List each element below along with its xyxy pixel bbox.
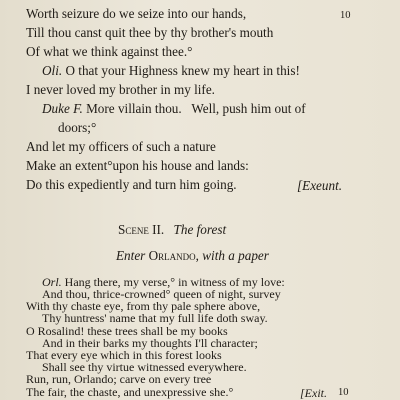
verse-line: That every eye which in this forest looks xyxy=(26,348,222,362)
verse-line: Do this expediently and turn him going. xyxy=(26,177,237,192)
verse-line: I never loved my brother in my life. xyxy=(26,82,215,97)
stage-direction: [Exit. xyxy=(300,385,327,400)
verse-line: With thy chaste eye, from thy pale sphere above, xyxy=(26,299,261,314)
scene-heading xyxy=(118,222,226,238)
enter-word: Enter xyxy=(116,248,146,263)
verse-line: O Rosalind! these trees shall be my books xyxy=(26,323,228,338)
verse-line: Of what we think against thee.° xyxy=(26,44,193,59)
entrance-detail: with a paper xyxy=(202,248,269,263)
speech-text: O that your Highness knew my heart in this! xyxy=(65,63,300,78)
line-number: 10 xyxy=(340,10,351,21)
speech-oliver xyxy=(42,64,300,77)
character-name: Orlando, xyxy=(148,248,199,263)
speaker-name: Oli. xyxy=(42,63,63,78)
verse-line: And thou, thrice-crowned° queen of night, survey xyxy=(42,287,281,301)
verse-line: doors;° xyxy=(58,120,97,135)
speaker-name: Duke F. xyxy=(42,101,83,116)
scene-label: Scene II. xyxy=(118,222,165,237)
stage-direction: [Exeunt. xyxy=(297,178,343,193)
verse-line: Worth seizure do we seize into our hands, xyxy=(26,6,247,21)
verse-line: And in their barks my thoughts I'll character; xyxy=(42,335,258,350)
entrance-direction xyxy=(116,248,269,264)
speech-duke xyxy=(42,102,306,115)
speech-text: More villain thou. Well, push him out of xyxy=(86,101,306,116)
verse-line: Shall see thy virtue witnessed everywhere. xyxy=(42,360,247,375)
verse-line: Make an extent°upon his house and lands: xyxy=(26,158,249,173)
verse-line: Run, run, Orlando; carve on every tree xyxy=(26,372,212,387)
line-number: 10 xyxy=(338,386,349,398)
scene-location: The forest xyxy=(173,222,227,237)
verse-line: Till thou canst quit thee by thy brother's mouth xyxy=(26,25,274,40)
verse-line: And let my officers of such a nature xyxy=(26,139,216,154)
speech-text: Hang there, my verse,° in witness of my love: xyxy=(64,275,285,289)
verse-line: Thy huntress' name that my full life doth sway. xyxy=(42,311,268,326)
verse-line: The fair, the chaste, and unexpressive she.° xyxy=(26,384,234,399)
speaker-name: Orl. xyxy=(42,275,62,289)
